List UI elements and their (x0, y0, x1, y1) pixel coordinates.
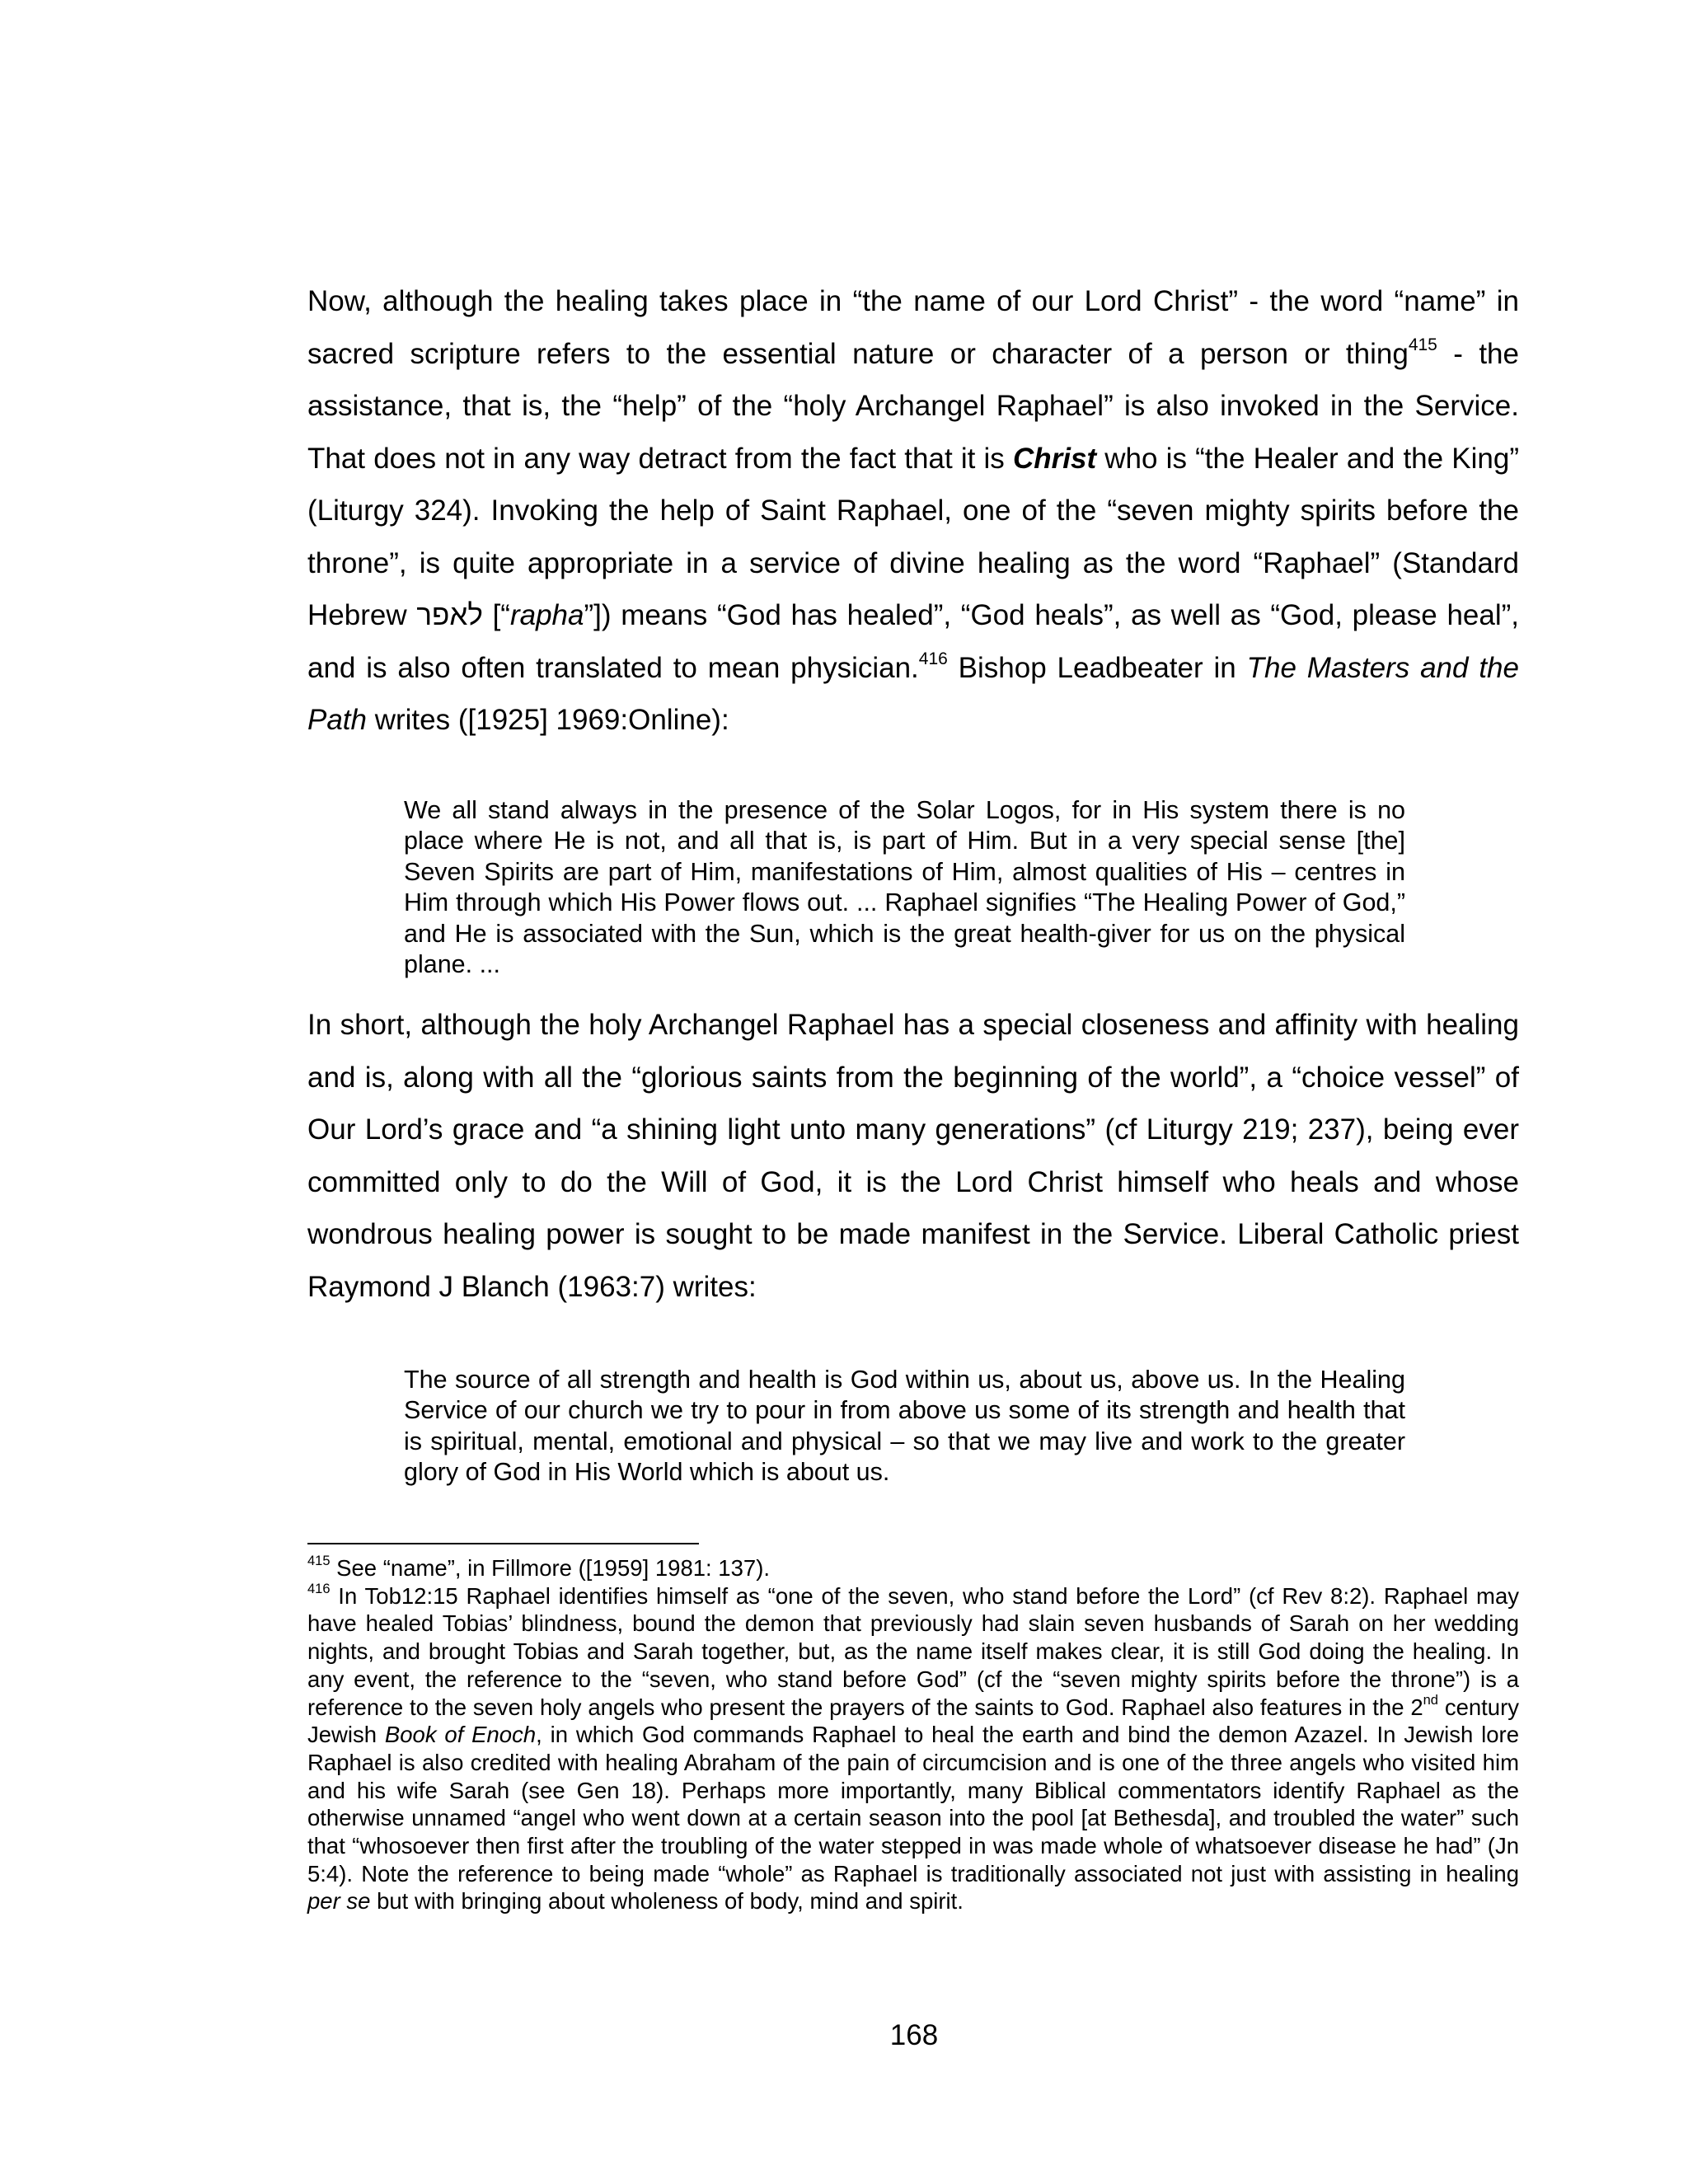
book-title: The Masters and the Path (307, 651, 1519, 736)
ordinal-suffix: nd (1423, 1692, 1438, 1708)
block-quote-blanch (404, 1339, 1405, 1513)
body-paragraph-1 (307, 275, 1519, 747)
p1-text-3: who is “the Healer and the King” (Liturgy 324). Invoking the help of Saint Raphael, one of the “seven mighty spirits before the throne”, is quite appropriate in a service of divine healing as the word “Raphael” (Standard Hebrew (307, 442, 1519, 631)
page-number: 168 (889, 2019, 939, 2051)
hebrew-word: לאפר (416, 599, 483, 631)
footnote-415-text: See “name”, in Fillmore ([1959] 1981: 137). (330, 1555, 770, 1581)
p1-text-2: - the assistance, that is, the “help” of the “holy Archangel Raphael” is also invoked in the Service. That does not in any way detract from the fact that it is (307, 337, 1519, 475)
footnotes (307, 1554, 1519, 1915)
rapha-term: rapha (509, 599, 584, 631)
footnote-416 (307, 1582, 1519, 1915)
quote-text-1: We all stand always in the presence of the Solar Logos, for in His system there is no place where He is not, and all that is, is part of Him. But in a very special sense [the] Seven Spirits are part of Him, manifestations of Him, almost qualities of His – centres in Him through which His Power flows out. ... Raphael signifies “The Healing Power of God,” and He is associated with the Sun, which is the great health-giver for us on the physical plane. ... (404, 795, 1405, 978)
p2-text: In short, although the holy Archangel Raphael has a special closeness and affinity with healing and is, along with all the “glorious saints from the beginning of the world”, a “choice vessel” of Our Lord’s grace and “a shining light unto many generations” (cf Liturgy 219; 237), being ever committed only to do the Will of God, it is the Lord Christ himself who heals and whose wondrous healing power is sought to be made manifest in the Service. Liberal Catholic priest Raymond J Blanch (1963:7) writes: (307, 1009, 1519, 1303)
p1-text-4: [“ (482, 599, 510, 631)
footnote-415 (307, 1554, 1519, 1582)
p1-text-1: Now, although the healing takes place in “the name of our Lord Christ” - the word “name” in sacred scripture refers to the essential nature or character of a person or thing (307, 285, 1519, 370)
footnote-416-text-3: , in which God commands Raphael to heal the earth and bind the demon Azazel. In Jewish lore Raphael is also credited with healing Abraham of the pain of circumcision and is one of the three angels who visited him and his wife Sarah (see Gen 18). Perhaps more importantly, many Biblical commentators identify Raphael as the otherwise unnamed “angel who went down at a certain season into the pool [at Bethesda], and troubled the water” such that “whosoever then first after the troubling of the water stepped in was made whole of whatsoever disease he had” (Jn 5:4). Note the reference to being made “whole” as Raphael is traditionally associated not just with assisting in healing (307, 1722, 1519, 1886)
footnote-number-416: 416 (307, 1582, 331, 1597)
per-se-term: per se (307, 1888, 371, 1915)
footnote-ref-416[interactable]: 416 (918, 649, 948, 668)
christ-emphasis: Christ (1012, 442, 1097, 475)
footnote-separator (307, 1543, 699, 1544)
footnote-416-text-1: In Tob12:15 Raphael identifies himself as “one of the seven, who stand before the Lord” (cf Rev 8:2). Raphael may have healed Tobias’ blindness, bound the demon that previously had slain seven husbands of Sarah on her wedding nights, and brought Tobias and Sarah together, but, as the name itself makes clear, it is still God doing the healing. In any event, the reference to the “seven, who stand before God” (cf the “seven mighty spirits before the throne”) is a reference to the seven holy angels who present the prayers of the saints to God. Raphael also features in the 2 (307, 1582, 1519, 1720)
footnote-416-text-2: century Jewish (307, 1694, 1519, 1748)
block-quote-leadbeater (404, 770, 1405, 1005)
footnote-416-text-4: but with bringing about wholeness of body, mind and spirit. (370, 1888, 964, 1915)
body-paragraph-2 (307, 999, 1519, 1313)
enoch-title: Book of Enoch (384, 1722, 537, 1748)
p1-text-5: ”]) means “God has healed”, “God heals”, as well as “God, please heal”, and is also often translated to mean physician. (307, 599, 1520, 684)
p1-text-6: Bishop Leadbeater in (947, 651, 1247, 684)
footnote-number-415: 415 (307, 1554, 331, 1569)
p1-text-7: writes ([1925] 1969:Online): (367, 704, 729, 736)
footnote-ref-415[interactable]: 415 (1408, 335, 1437, 354)
quote-text-2: The source of all strength and health is God within us, about us, above us. In the Healing Service of our church we try to pour in from above us some of its strength and health that is spiritual, mental, emotional and physical – so that we may live and work to the greater glory of God in His World which is about us. (404, 1365, 1405, 1486)
